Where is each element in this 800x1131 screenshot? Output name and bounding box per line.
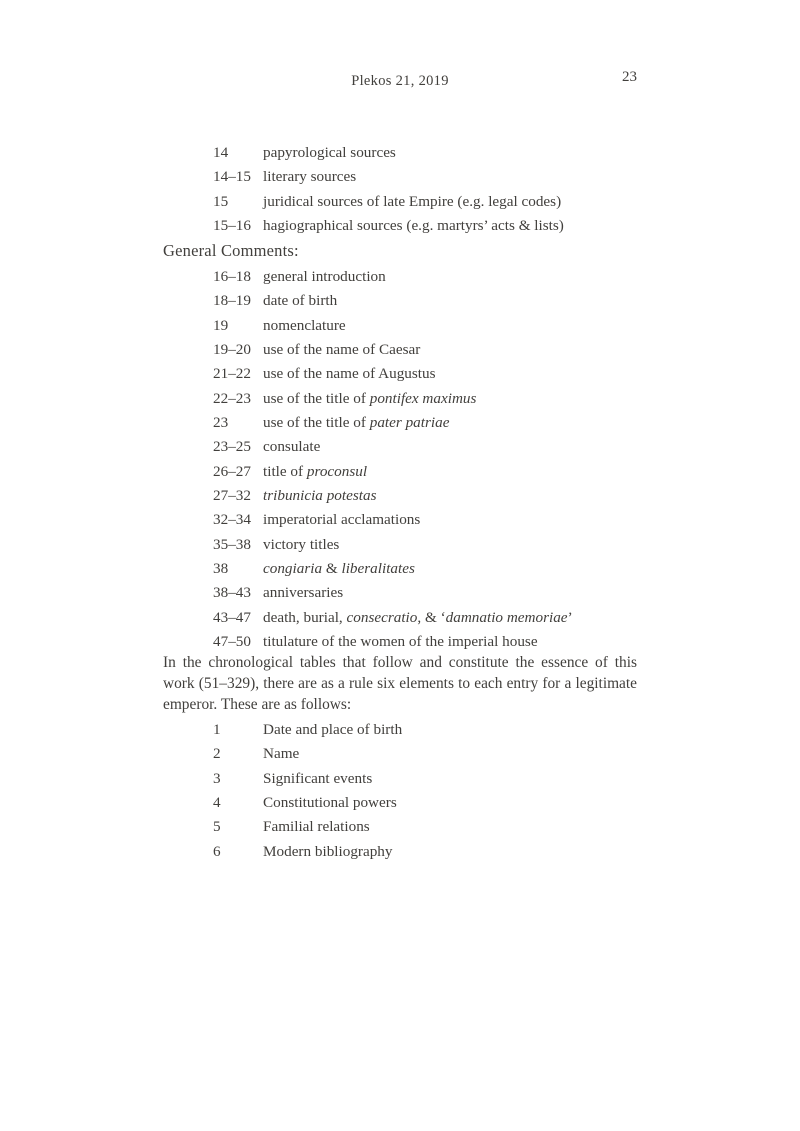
general-comments-heading: General Comments: (163, 241, 299, 260)
list-row (213, 265, 573, 289)
list-label: Date and place of birth (263, 721, 403, 739)
list-ref: 4 (213, 794, 221, 812)
list-label: use of the name of Caesar (263, 341, 421, 359)
list-row (213, 718, 402, 742)
list-label: Name (263, 745, 300, 763)
list-label: Familial relations (263, 818, 370, 836)
list-label: general introduction (263, 268, 386, 286)
page-number: 23 (622, 69, 637, 85)
list-row (213, 141, 564, 165)
list-ref: 14–15 (213, 168, 251, 186)
list-ref: 1 (213, 721, 221, 739)
list-label: Constitutional powers (263, 794, 397, 812)
list-ref: 15–16 (213, 217, 251, 235)
list-ref: 38–43 (213, 584, 251, 602)
list-label: hagiographical sources (e.g. martyrs’ acts & lists) (263, 217, 564, 235)
list-label: Significant events (263, 769, 373, 787)
list-ref: 6 (213, 842, 221, 860)
list-label: Modern bibliography (263, 842, 393, 860)
list-row (213, 581, 573, 605)
list-ref: 3 (213, 769, 221, 787)
list-label: death, burial, consecratio, & ‘damnatio memoriae’ (263, 608, 573, 626)
list-row (213, 533, 573, 557)
running-head: Plekos 21, 2019 (351, 73, 449, 89)
list-row (213, 508, 573, 532)
list-label: victory titles (263, 535, 340, 553)
list-ref: 32–34 (213, 511, 251, 529)
list-row (213, 314, 573, 338)
list-ref: 2 (213, 745, 221, 763)
list-row (213, 214, 564, 238)
list-ref: 22–23 (213, 389, 251, 407)
list-ref: 19 (213, 316, 229, 334)
list-row (213, 411, 573, 435)
list-row (213, 289, 573, 313)
list-ref: 27–32 (213, 487, 251, 505)
list-ref: 15 (213, 192, 229, 210)
list-row (213, 338, 573, 362)
list-ref: 38 (213, 560, 229, 578)
list-row (213, 484, 573, 508)
list-label: congiaria & liberalitates (263, 560, 415, 578)
list-label: literary sources (263, 168, 357, 186)
list-label: consulate (263, 438, 321, 456)
list-ref: 5 (213, 818, 221, 836)
list-row (213, 190, 564, 214)
list-label: anniversaries (263, 584, 344, 602)
list-ref: 21–22 (213, 365, 251, 383)
list-row (213, 362, 573, 386)
list-row (213, 742, 402, 766)
list-label: tribunicia potestas (263, 487, 377, 505)
intro-paragraph: In the chronological tables that follow and constitute the essence of this work (51–329), there are as a rule six elements to each entry for a legitimate emperor. These are as follows: (163, 654, 637, 714)
list-label: date of birth (263, 292, 338, 310)
list-label: use of the title of pontifex maximus (263, 389, 477, 407)
list-label: juridical sources of late Empire (e.g. legal codes) (263, 192, 562, 210)
list-row (213, 557, 573, 581)
list-row (213, 387, 573, 411)
list-row (213, 815, 402, 839)
list-label: use of the name of Augustus (263, 365, 436, 383)
list-row (213, 840, 402, 864)
list-ref: 47–50 (213, 633, 251, 651)
list-label: title of proconsul (263, 462, 368, 480)
list-label: titulature of the women of the imperial house (263, 633, 538, 651)
list-ref: 16–18 (213, 268, 251, 286)
list-ref: 19–20 (213, 341, 251, 359)
list-ref: 43–47 (213, 608, 251, 626)
list-label: imperatorial acclamations (263, 511, 421, 529)
list-row (213, 630, 573, 654)
list-row (213, 791, 402, 815)
list-ref: 18–19 (213, 292, 251, 310)
list-row (213, 767, 402, 791)
list-label: papyrological sources (263, 144, 396, 162)
list-row (213, 460, 573, 484)
entry-elements-list (213, 718, 402, 864)
list-ref: 23–25 (213, 438, 251, 456)
list-ref: 26–27 (213, 462, 251, 480)
list-row (213, 165, 564, 189)
source-types-list (213, 141, 564, 238)
general-comments-list (213, 265, 573, 654)
list-label: nomenclature (263, 316, 346, 334)
list-label: use of the title of pater patriae (263, 414, 450, 432)
list-ref: 23 (213, 414, 229, 432)
list-ref: 14 (213, 144, 229, 162)
list-row (213, 435, 573, 459)
list-ref: 35–38 (213, 535, 251, 553)
list-row (213, 606, 573, 630)
